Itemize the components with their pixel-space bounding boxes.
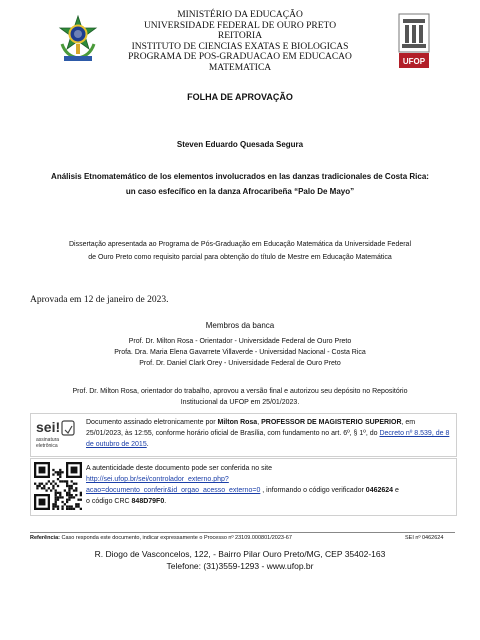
verifier-code: 0462624 — [365, 487, 394, 494]
author-name: Steven Eduardo Quesada Segura — [176, 140, 304, 149]
reference-label: Referência: — [30, 535, 60, 541]
signer-role: PROFESSOR DE MAGISTERIO SUPERIOR — [261, 419, 402, 426]
note-line: Institucional da UFOP em 25/01/2023. — [180, 399, 300, 406]
final-approval-note — [30, 386, 450, 408]
svg-text:UFOP: UFOP — [402, 57, 426, 66]
qr-code[interactable] — [34, 462, 82, 510]
description-line: Dissertação apresentada ao Programa de Pós-Graduação em Educação Matemática da Universidade Federal — [68, 241, 412, 248]
signature-text-part: Documento assinado eletronicamente por — [86, 419, 218, 426]
approval-date: Aprovada em 12 de janeiro de 2023. — [30, 295, 169, 305]
decree-link[interactable]: Decreto nº 8.539, de 8 de outubro de 2015 — [86, 429, 450, 448]
sei-logo-text: sei! — [36, 419, 61, 435]
signature-text — [86, 418, 451, 450]
note-line: Prof. Dr. Milton Rosa, orientador do trabalho, aprovou a versão final e autorizou seu depósito no Repositório — [72, 388, 408, 395]
sei-logo-sub: assinatura — [36, 437, 60, 443]
address-line: Telefone: (31)3559-1293 - www.ufop.br — [166, 561, 314, 571]
header-line: UNIVERSIDADE FEDERAL DE OURO PRETO — [143, 20, 337, 31]
verification-text — [86, 463, 451, 507]
description-line: de Ouro Preto como requisito parcial para obtenção do título de Mestre em Educação Matemática — [88, 254, 392, 261]
address-line: R. Diogo de Vasconcelos, 122, - Bairro Pilar Ouro Preto/MG, CEP 35402-163 — [94, 549, 386, 559]
verification-box — [30, 458, 457, 516]
verification-text-part: . — [164, 498, 167, 505]
verification-line: A autenticidade deste documento pode ser conferida no site — [86, 465, 273, 472]
sei-logo — [34, 417, 78, 452]
verification-url-link[interactable]: http://sei.ufop.br/sei/controlador_externo.php? — [86, 476, 229, 483]
verification-text-part: o código CRC — [86, 498, 132, 505]
sei-number: SEI nº 0462624 — [405, 535, 444, 541]
brazil-coat-of-arms-icon — [56, 14, 100, 64]
signature-text-part: . — [146, 440, 149, 448]
institution-header — [110, 10, 370, 74]
signature-text-part: , em 25/01/2023, às 12:55, conforme horário oficial de Brasília, com fundamento no art. 6º, § 1º, do — [86, 419, 416, 437]
committee-member: Profa. Dra. Maria Elena Gavarrete Villaverde - Universidad Nacional - Costa Rica — [114, 349, 366, 356]
verification-url-link[interactable]: acao=documento_conferir&id_orgao_acesso_externo=0 — [86, 487, 261, 494]
electronic-signature-box — [30, 413, 457, 457]
thesis-title — [0, 169, 480, 199]
committee-member: Prof. Dr. Milton Rosa - Orientador - Universidade Federal de Ouro Preto — [128, 338, 352, 345]
institution-address — [0, 548, 480, 572]
thesis-title-line: Análisis Etnomatemático de los elementos involucrados en las danzas tradicionales de Costa Rica: — [51, 172, 429, 181]
ufop-logo — [398, 13, 430, 69]
thesis-title-line: un caso esfecífico en la danza Afrocaribeña “Palo De Mayo” — [125, 187, 355, 196]
verification-text-part: e — [393, 487, 399, 494]
committee-member: Prof. Dr. Daniel Clark Orey - Universidade Federal de Ouro Preto — [139, 360, 341, 367]
signature-text-part: , — [257, 419, 262, 426]
header-line: REITORIA — [217, 31, 263, 42]
process-reference — [30, 535, 292, 541]
header-line: MATEMATICA — [208, 62, 272, 73]
committee-list — [0, 336, 480, 369]
signer-name: Milton Rosa — [217, 419, 258, 426]
header-line: PROGRAMA DE POS-GRADUACAO EM EDUCACAO — [128, 52, 352, 63]
header-line: MINISTÉRIO DA EDUCAÇÃO — [177, 10, 303, 20]
reference-text: Caso responda este documento, indicar expressamente o Processo nº 23109.000801/2023‑67 — [59, 535, 292, 541]
dissertation-description — [10, 238, 470, 264]
crc-code: 848D79F0 — [131, 498, 165, 505]
verification-text-part: , informando o código verificador — [260, 487, 366, 494]
page-title: FOLHA DE APROVAÇÃO — [187, 92, 293, 102]
committee-title: Membros da banca — [205, 321, 275, 330]
header-line: INSTITUTO DE CIENCIAS EXATAS E BIOLOGICAS — [131, 41, 349, 52]
sei-logo-sub: eletrônica — [36, 443, 58, 449]
footer-divider — [30, 532, 455, 533]
